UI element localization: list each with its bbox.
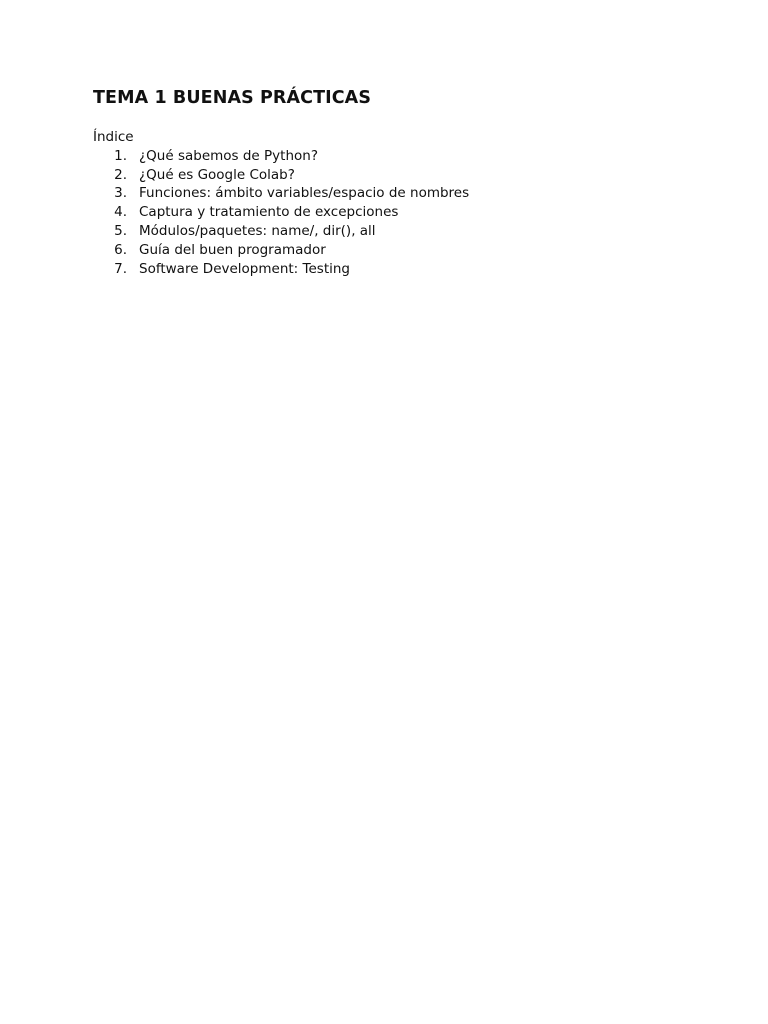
toc-item-text: Funciones: ámbito variables/espacio de nombres (139, 185, 470, 202)
toc-item (93, 260, 469, 279)
toc-item-text: Guía del buen programador (139, 241, 326, 258)
toc-item (93, 203, 469, 222)
toc-item (93, 147, 469, 166)
toc-item (93, 241, 469, 260)
document-title: TEMA 1 BUENAS PRÁCTICAS (93, 88, 372, 108)
toc-item-number: 3. (114, 185, 127, 202)
toc-list (93, 147, 469, 279)
toc-item-text: Software Development: Testing (139, 260, 350, 277)
toc-item-number: 4. (114, 204, 127, 221)
toc-item-number: 1. (114, 147, 127, 164)
toc-item-text: Módulos/paquetes: name/, dir(), all (139, 222, 376, 239)
toc-item-number: 6. (114, 241, 127, 258)
table-of-contents (93, 128, 469, 278)
toc-item-text: Captura y tratamiento de excepciones (139, 204, 399, 221)
toc-item-number: 2. (114, 166, 127, 183)
toc-item-text: ¿Qué es Google Colab? (139, 166, 295, 183)
toc-item (93, 184, 469, 203)
toc-item-text: ¿Qué sabemos de Python? (139, 147, 318, 164)
toc-item-number: 5. (114, 222, 127, 239)
toc-item (93, 166, 469, 185)
toc-item (93, 222, 469, 241)
toc-heading: Índice (93, 129, 134, 145)
toc-item-number: 7. (114, 260, 127, 277)
